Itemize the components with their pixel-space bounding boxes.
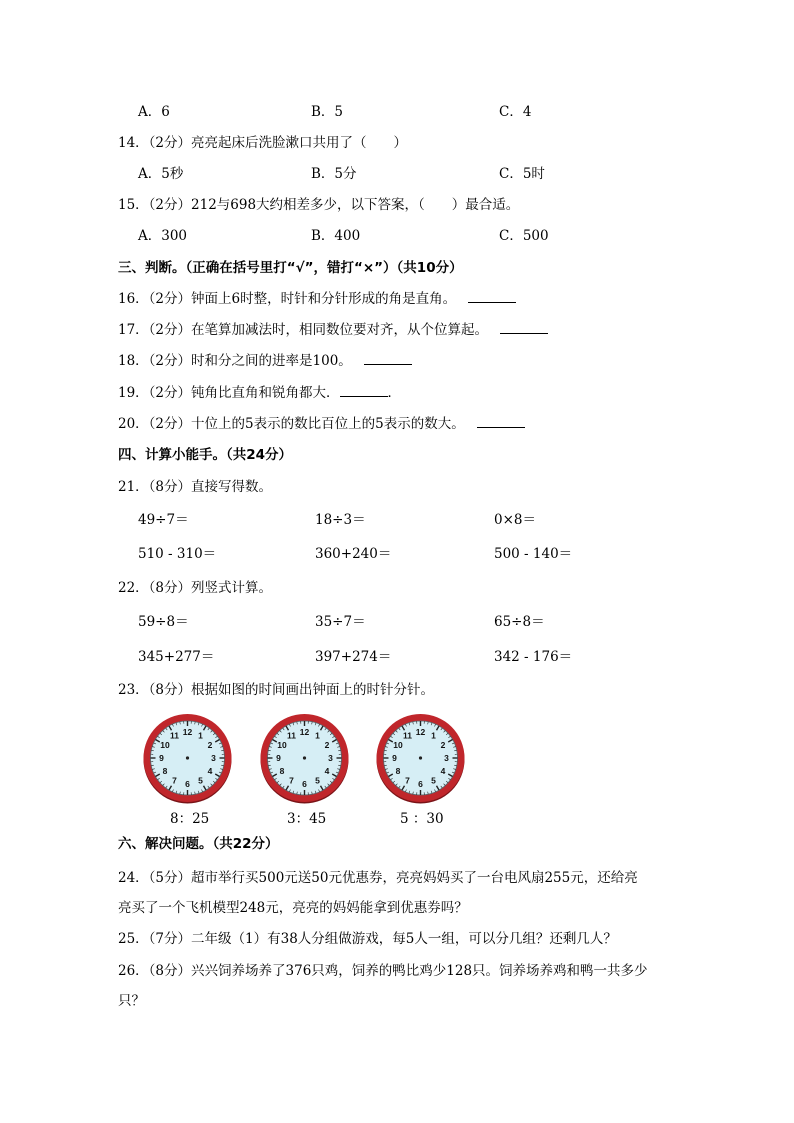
clock-number: 5 <box>198 775 203 786</box>
q14-option-a: A．5秒 <box>138 166 184 182</box>
clock-caption-1: 8：25 <box>170 811 210 827</box>
clock-number: 1 <box>315 730 320 741</box>
q14-text: 14．（2分）亮亮起床后洗脸漱口共用了（ ） <box>118 135 408 151</box>
q22-item: 59÷8＝ <box>138 614 189 630</box>
q18-text: 18．（2分）时和分之间的进率是100。 <box>118 353 352 369</box>
q13-option-c: C．4 <box>499 104 532 120</box>
clock-number: 1 <box>431 730 436 741</box>
clock-number: 6 <box>302 779 307 790</box>
q21-item: 0×8＝ <box>494 512 536 528</box>
q16-text: 16．（2分）钟面上6时整，时针和分针形成的角是直角。 <box>118 291 457 307</box>
q26-line-2: 只？ <box>118 993 145 1009</box>
clock-number: 6 <box>185 779 190 790</box>
q17-line <box>118 320 548 340</box>
q13-option-a: A．6 <box>138 104 170 120</box>
q15-option-a: A．300 <box>138 228 188 244</box>
q17-text: 17．（2分）在笔算加减法时，相同数位要对齐，从个位算起。 <box>118 322 489 338</box>
q21-text: 21．（8分）直接写得数。 <box>118 479 273 495</box>
clock-number: 12 <box>415 727 426 738</box>
section-4-heading: 四、计算小能手。（共24分） <box>118 447 293 463</box>
clock-center-pin <box>419 756 422 759</box>
clock-number: 9 <box>159 753 164 764</box>
clock-number: 8 <box>395 766 401 777</box>
q21-item: 510 - 310＝ <box>138 546 217 562</box>
clock-number: 4 <box>324 766 330 777</box>
q22-text: 22．（8分）列竖式计算。 <box>118 580 273 596</box>
q19-tail: ． <box>387 385 402 401</box>
section-3-heading: 三、判断。（正确在括号里打“√”，错打“×”）（共10分） <box>118 260 463 276</box>
clock-center-pin <box>303 756 306 759</box>
q21-item: 18÷3＝ <box>315 512 366 528</box>
q16-line <box>118 289 516 309</box>
q16-answer-blank[interactable] <box>468 289 516 303</box>
clock-number: 9 <box>392 753 397 764</box>
clock-number: 11 <box>170 730 179 741</box>
clock-number: 2 <box>440 740 446 751</box>
clock-number: 3 <box>444 753 449 764</box>
clock-number: 4 <box>440 766 446 777</box>
q14-option-c: C．5时 <box>499 166 545 182</box>
q21-item: 500 - 140＝ <box>494 546 573 562</box>
clock-number: 5 <box>431 775 436 786</box>
q18-answer-blank[interactable] <box>364 351 412 365</box>
clock-number: 2 <box>207 740 213 751</box>
q15-option-b: B．400 <box>311 228 361 244</box>
clock-number: 3 <box>328 753 333 764</box>
clock-caption-3: 5 ：30 <box>400 811 444 827</box>
q23-text: 23．（8分）根据如图的时间画出钟面上的时针分针。 <box>118 682 435 698</box>
q22-item: 35÷7＝ <box>315 614 366 630</box>
q15-option-c: C．500 <box>499 228 549 244</box>
q19-text: 19．（2分）钝角比直角和锐角都大． <box>118 385 340 401</box>
q14-option-b: B．5分 <box>311 166 357 182</box>
clock-number: 4 <box>207 766 213 777</box>
clock-number: 10 <box>277 740 287 751</box>
q17-answer-blank[interactable] <box>500 320 548 334</box>
q22-item: 342 - 176＝ <box>494 649 573 665</box>
clock-number: 7 <box>405 775 410 786</box>
q20-text: 20．（2分）十位上的5表示的数比百位上的5表示的数大。 <box>118 416 465 432</box>
q22-item: 345+277＝ <box>138 649 215 665</box>
clock-number: 11 <box>287 730 296 741</box>
q21-item: 360+240＝ <box>315 546 392 562</box>
clock-number: 7 <box>172 775 177 786</box>
q18-line <box>118 351 412 371</box>
clock-number: 9 <box>276 753 281 764</box>
q22-item: 65÷8＝ <box>494 614 545 630</box>
clock-face-1[interactable] <box>140 712 235 804</box>
clock-caption-2: 3：45 <box>287 811 327 827</box>
clock-center-pin <box>186 756 189 759</box>
clock-number: 10 <box>393 740 403 751</box>
q24-line-2: 亮买了一个飞机模型248元，亮亮的妈妈能拿到优惠券吗？ <box>118 900 468 916</box>
clock-number: 11 <box>403 730 412 741</box>
q19-answer-blank[interactable] <box>340 383 388 397</box>
clock-number: 2 <box>324 740 330 751</box>
clock-number: 3 <box>211 753 216 764</box>
clock-face-3[interactable] <box>373 712 468 804</box>
clock-number: 8 <box>162 766 168 777</box>
q13-option-b: B．5 <box>311 104 344 120</box>
clock-number: 12 <box>182 727 193 738</box>
q26-line-1: 26．（8分）兴兴饲养场养了376只鸡，饲养的鸭比鸡少128只。饲养场养鸡和鸭一共多少 <box>118 963 648 979</box>
q19-line <box>118 383 401 403</box>
clock-number: 8 <box>279 766 285 777</box>
clock-face-2[interactable] <box>257 712 352 804</box>
q20-line <box>118 414 525 434</box>
clock-number: 6 <box>418 779 423 790</box>
clock-number: 1 <box>198 730 203 741</box>
q22-item: 397+274＝ <box>315 649 392 665</box>
q15-text: 15．（2分）212与698大约相差多少，以下答案，（ ）最合适。 <box>118 197 520 213</box>
clock-number: 5 <box>315 775 320 786</box>
q20-answer-blank[interactable] <box>477 414 525 428</box>
section-6-heading: 六、解决问题。（共22分） <box>118 836 279 852</box>
q21-item: 49÷7＝ <box>138 512 189 528</box>
clock-number: 10 <box>160 740 170 751</box>
clock-number: 7 <box>289 775 294 786</box>
q24-line-1: 24．（5分）超市举行买500元送50元优惠券，亮亮妈妈买了一台电风扇255元，还给亮 <box>118 870 638 886</box>
clock-number: 12 <box>299 727 310 738</box>
q25-text: 25．（7分）二年级（1）有38人分组做游戏，每5人一组，可以分几组？还剩几人？ <box>118 931 617 947</box>
